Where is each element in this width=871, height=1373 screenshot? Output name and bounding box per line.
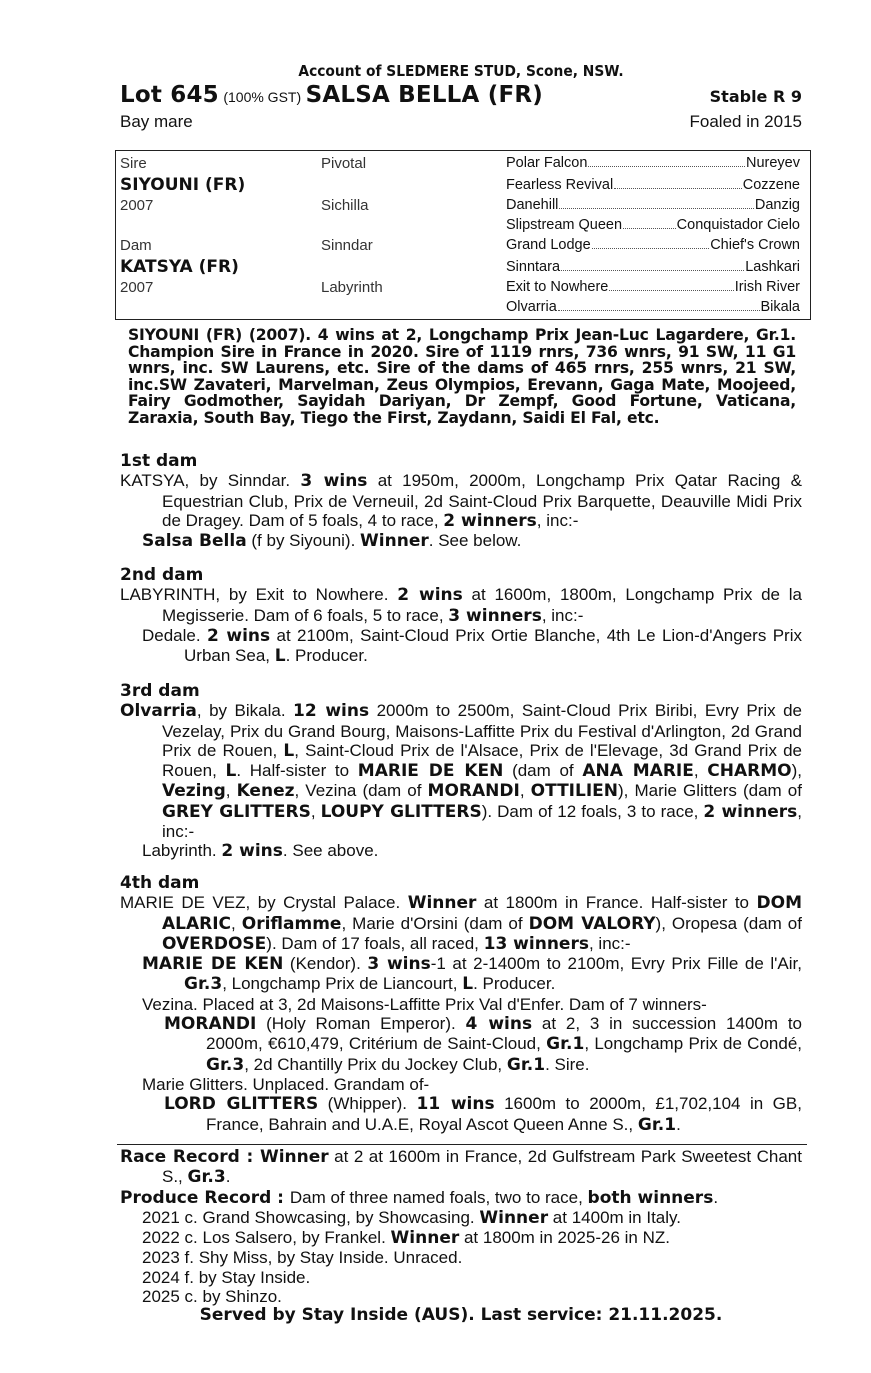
foaled-year: Foaled in 2015	[689, 112, 802, 131]
progeny-line: LORD GLITTERS (Whipper). 11 wins 1600m to 2000m, £1,702,104 in GB, France, Bahrain and U.A.E, Royal Ascot Queen Anne S., Gr.1.	[164, 1094, 802, 1135]
foal-line: 2024 f. by Stay Inside.	[142, 1267, 311, 1287]
progeny-line: MORANDI (Holy Roman Emperor). 4 wins at 2, 3 in succession 1400m to 2000m, €610,479, Critérium de Saint-Cloud, Gr.1, Longchamp Prix de Condé, Gr.3, 2d Chantilly Prix du Jockey Club, Gr.1. Sire.	[164, 1014, 802, 1075]
foal-line: 2021 c. Grand Showcasing, by Showcasing. Winner at 1400m in Italy.	[142, 1207, 681, 1228]
ancestor-left: Olvarria	[506, 299, 557, 315]
ancestor-right: Nureyev	[746, 155, 800, 171]
dam-year: 2007	[120, 279, 154, 296]
service-note: Served by Stay Inside (AUS). Last service: 21.11.2025.	[199, 1305, 723, 1326]
ancestor-row	[506, 155, 800, 171]
ancestor-row	[506, 177, 800, 193]
section-heading: 1st dam	[120, 451, 198, 471]
ancestor-left: Polar Falcon	[506, 155, 588, 171]
title-row	[120, 82, 802, 108]
divider	[117, 1144, 807, 1145]
horse-description: Bay mare	[120, 112, 193, 131]
race-record: Race Record : Winner at 2 at 1600m in France, 2d Gulfstream Park Sweetest Chant S., Gr.3.	[120, 1147, 802, 1188]
second-dam-section	[120, 566, 802, 666]
ancestor-right: Conquistador Cielo	[676, 217, 800, 233]
dam-paragraph: KATSYA, by Sinndar. 3 wins at 1950m, 2000m, Longchamp Prix Qatar Racing & Equestrian Club, Prix de Verneuil, 2d Saint-Cloud Prix Barquette, Deauville Midi Prix de Dragey. Dam of 5 foals, 4 to race, 2 winners, inc:-	[120, 471, 802, 531]
horse-name: SALSA BELLA (FR)	[305, 82, 543, 108]
account-line: Account of SLEDMERE STUD, Scone, NSW.	[298, 62, 624, 80]
dam-name: KATSYA (FR)	[120, 257, 239, 277]
ancestor-row	[506, 299, 800, 315]
sire-label: Sire	[120, 155, 147, 172]
section-heading: 2nd dam	[120, 565, 204, 585]
ancestor-right: Irish River	[734, 279, 800, 295]
ancestor-row	[506, 259, 800, 275]
dam-paragraph: LABYRINTH, by Exit to Nowhere. 2 wins at 1600m, 1800m, Longchamp Prix de la Megisserie. Dam of 6 foals, 5 to race, 3 winners, inc:-	[120, 585, 802, 626]
ancestor-row	[506, 237, 800, 253]
records-section	[120, 1147, 802, 1326]
dam-label: Dam	[120, 237, 152, 254]
foal-line: 2022 c. Los Salsero, by Frankel. Winner at 1800m in 2025-26 in NZ.	[142, 1228, 670, 1249]
ancestor-right: Danzig	[754, 197, 800, 213]
sire-dam: Sichilla	[321, 197, 369, 214]
ancestor-left: Fearless Revival	[506, 177, 614, 193]
ancestor-left: Danehill	[506, 197, 559, 213]
ancestor-left: Grand Lodge	[506, 237, 591, 253]
foal-line: 2023 f. Shy Miss, by Stay Inside. Unraced.	[142, 1248, 463, 1268]
progeny-line: Marie Glitters. Unplaced. Grandam of-	[142, 1074, 430, 1094]
ancestor-right: Bikala	[760, 299, 800, 315]
gst-label: (100% GST)	[223, 89, 302, 105]
sire-sire: Pivotal	[321, 155, 367, 172]
lot-title	[120, 82, 543, 108]
progeny-line: Dedale. 2 wins at 2100m, Saint-Cloud Prix Ortie Blanche, 4th Le Lion-d'Angers Prix Urban Sea, L. Producer.	[142, 625, 802, 667]
ancestor-row	[506, 217, 800, 233]
first-dam-section	[120, 452, 802, 551]
stable-label: Stable R 9	[709, 87, 802, 106]
progeny-line: Salsa Bella (f by Siyouni). Winner. See below.	[142, 531, 522, 552]
ancestor-right: Lashkari	[745, 259, 800, 275]
section-heading: 4th dam	[120, 873, 200, 893]
sire-year: 2007	[120, 197, 154, 214]
third-dam-section	[120, 682, 802, 862]
fourth-dam-section	[120, 874, 802, 1135]
progeny-line: Vezina. Placed at 3, 2d Maisons-Laffitte Prix Val d'Enfer. Dam of 7 winners-	[142, 994, 707, 1014]
progeny-line: Labyrinth. 2 wins. See above.	[142, 841, 379, 862]
progeny-line: MARIE DE KEN (Kendor). 3 wins-1 at 2-1400m to 2100m, Evry Prix Fille de l'Air, Gr.3, Longchamp Prix de Liancourt, L. Producer.	[142, 954, 802, 995]
produce-record: Produce Record : Dam of three named foals, two to race, both winners.	[120, 1187, 719, 1208]
sire-summary: SIYOUNI (FR) (2007). 4 wins at 2, Longchamp Prix Jean-Luc Lagardere, Gr.1. Champion Sire in France in 2020. Sire of 1119 rnrs, 736 wnrs, 91 SW, 11 G1 wnrs, inc. SW Laurens, etc. Sire of the dams of 465 rnrs, 255 wnrs, 21 SW, inc.SW Zavateri, Marvelman, Zeus Olympios, Erevann, Gaga Mate, Moojeed, Fairy Godmother, Sayidah Dariyan, Dr Zempf, Good Fortune, Vaticana, Zaraxia, South Bay, Tiego the First, Zaydann, Saidi El Fal, etc.	[128, 326, 796, 427]
dam-paragraph: Olvarria, by Bikala. 12 wins 2000m to 2500m, Saint-Cloud Prix Biribi, Evry Prix de Vezelay, Prix du Grand Bourg, Maisons-Laffitte Prix du Festival d'Arlington, 2d Grand Prix de Rouen, L, Saint-Cloud Prix de l'Alsace, Prix de l'Elevage, 3d Grand Prix de Rouen, L. Half-sister to MARIE DE KEN (dam of ANA MARIE, CHARMO), Vezing, Kenez, Vezina (dam of MORANDI, OTTILIEN), Marie Glitters (dam of GREY GLITTERS, LOUPY GLITTERS). Dam of 12 foals, 3 to race, 2 winners, inc:-	[120, 701, 802, 842]
dam-sire: Sinndar	[321, 237, 373, 254]
ancestor-row	[506, 197, 800, 213]
section-heading: 3rd dam	[120, 681, 200, 701]
ancestor-row	[506, 279, 800, 295]
lot-number: Lot 645	[120, 82, 219, 108]
lot-header	[120, 62, 802, 132]
pedigree-table	[115, 150, 811, 320]
ancestor-left: Exit to Nowhere	[506, 279, 609, 295]
ancestor-left: Sinntara	[506, 259, 561, 275]
sire-name: SIYOUNI (FR)	[120, 175, 246, 195]
ancestor-right: Chief's Crown	[710, 237, 800, 253]
dam-dam: Labyrinth	[321, 279, 383, 296]
sub-row	[120, 112, 802, 132]
ancestor-right: Cozzene	[742, 177, 800, 193]
foal-line: 2025 c. by Shinzo.	[142, 1287, 282, 1307]
dam-paragraph: MARIE DE VEZ, by Crystal Palace. Winner at 1800m in France. Half-sister to DOM ALARIC, Oriflamme, Marie d'Orsini (dam of DOM VALORY), Oropesa (dam of OVERDOSE). Dam of 17 foals, all raced, 13 winners, inc:-	[120, 893, 802, 954]
ancestor-left: Slipstream Queen	[506, 217, 623, 233]
